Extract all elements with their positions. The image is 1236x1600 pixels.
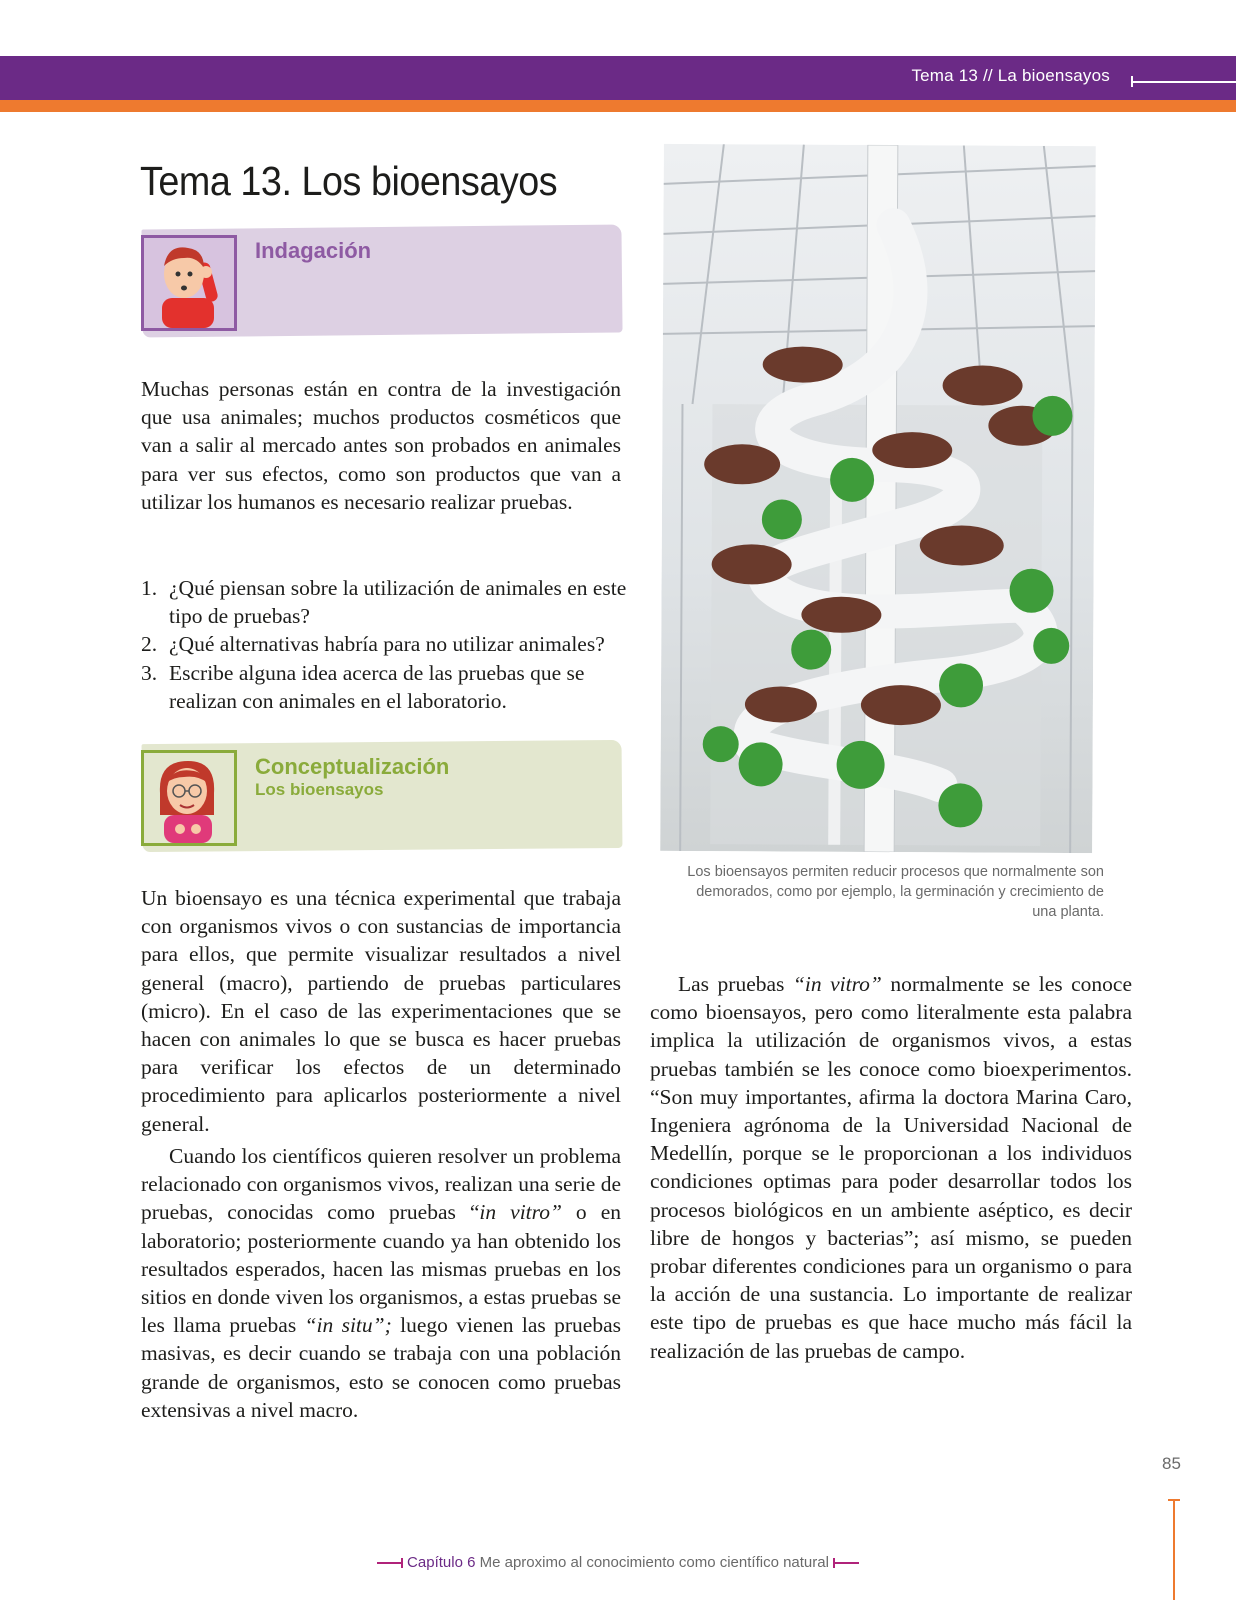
scientists-paragraph: Cuando los científicos quieren resolver un problema relacionado con organismos vivos, realizan una serie de pruebas, conocidas como pruebas “in vitro” o en laboratorio; posteriormente cuando ya han obtenido los resultados esperados, hacen las mismas pruebas en los sitios en donde viven los organismos, a estas pruebas se les llama pruebas “in situ”; luego vienen las pruebas masivas, es decir cuando se trabaja con una población grande de organismos, esto se conocen como pruebas extensivas a nivel macro. <box>141 1144 621 1422</box>
question-list <box>141 574 631 715</box>
header-line <box>1132 81 1236 83</box>
running-title: Tema 13 // La bioensayos <box>911 66 1110 85</box>
indagacion-label: Indagación <box>255 238 372 263</box>
right-column-paragraph: Las pruebas “in vitro” normalmente se les conoce como bioensayos, pero como literalmente esta palabra implica la utilización de organismos vivos, a estas pruebas también se les conoce como bioexperimentos. “Son muy importantes, afirma la doctora Marina Caro, Ingeniera agrónoma de la Universidad Nacional de Medellín, porque se le proporcionan a los individuos condiciones optimas para poder desarrollar todos los procesos biológicos en un ambiente aséptico, es decir libre de hongos y bacterias”; así mismo, se pueden probar diferentes condiciones para un organismo o para la acción de una sustancia. Lo importante de realizar este tipo de pruebas es que hace mucho más fácil la realización de las pruebas de campo. <box>650 972 1132 1363</box>
intro-paragraph: Muchas personas están en contra de la investigación que usa animales; muchos productos cosméticos que van a salir al mercado antes son probados en animales para ver sus efectos, como son productos que van a utilizar los humanos es necesario realizar pruebas. <box>141 377 621 514</box>
list-item: 2. ¿Qué alternativas habría para no utilizar animales? <box>141 632 605 657</box>
side-line <box>1173 1499 1175 1600</box>
thinking-boy-icon <box>141 235 237 331</box>
footer-deco-right <box>833 1562 859 1564</box>
definition-paragraph: Un bioensayo es una técnica experimental que trabaja con organismos vivos o con sustancias de importancia para ellos, que permite visualizar resultados a nivel general (macro), partiendo de pruebas particulares (micro). En el caso de las experimentaciones que se hacen con animales lo que se busca es hacer pruebas para verificar los efectos de un determinado procedimiento para aplicarlos posteriormente a nivel general. <box>141 886 621 1136</box>
header-accent-stripe <box>0 100 1236 112</box>
vertical-hydroponic-tower-photo <box>660 144 1096 853</box>
page-number: 85 <box>1162 1454 1181 1473</box>
footer-chapter-title: Me aproximo al conocimiento como científico natural <box>479 1554 829 1571</box>
list-item: 1. ¿Qué piensan sobre la utilización de animales en este tipo de pruebas? <box>141 576 627 629</box>
footer-chapter: Capítulo 6 <box>407 1554 476 1571</box>
page-title: Tema 13. Los bioensayos <box>140 158 558 204</box>
footer-deco-left <box>377 1562 403 1564</box>
conceptualizacion-label: Conceptualización <box>255 754 450 779</box>
footer <box>0 1554 1236 1571</box>
conceptualizacion-sublabel: Los bioensayos <box>255 780 384 799</box>
photo-caption: Los bioensayos permiten reducir procesos que normalmente son demorados, como por ejemplo, la germinación y crecimiento de una planta. <box>687 864 1104 920</box>
explaining-girl-icon <box>141 750 237 846</box>
list-item: 3. Escribe alguna idea acerca de las pruebas que se realizan con animales en el laboratorio. <box>141 660 585 713</box>
